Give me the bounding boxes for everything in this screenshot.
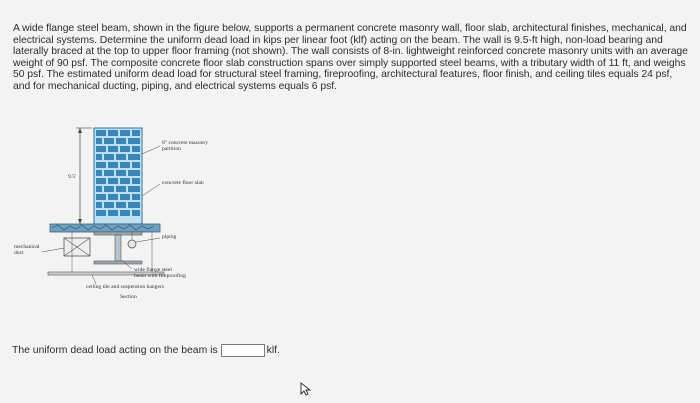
label-ceiling-tile: ceiling tile and suspension hangers: [86, 284, 164, 290]
problem-statement: A wide flange steel beam, shown in the figure below, supports a permanent concrete masonry wall, floor slab, architectural finishes, mechanical, and electrical systems. Determine the uniform dead load in kips per linear foot (klf) acting on the beam. The wall is 9.5-ft high, non-load bearing and laterally braced at the top to upper floor framing (not shown). The wall consists of 8-in. lightweight reinforced concrete masonry units with an average weight of 90 psf. The composite concrete floor slab construction spans over simply supported steel beams, with a tributary width of 11 ft, and weighs 50 psf. The estimated uniform dead load for structural steel framing, fireproofing, architectural features, floor finish, and ceiling tiles equals 24 psf, and for mechanical ducting, piping, and electrical systems equals 6 psf.: [13, 23, 688, 92]
label-steel-beam: wide flange steel beam with fireproofing: [134, 267, 186, 280]
label-masonry-partition: 8" concrete masonry partition: [162, 140, 209, 153]
label-mechanical-duct: mechanical duct: [14, 244, 40, 257]
label-section: Section: [120, 294, 137, 300]
beam-web: [115, 235, 121, 261]
mouse-cursor-icon: [300, 382, 312, 396]
beam-bottom-flange: [94, 261, 142, 264]
label-piping: piping: [162, 234, 177, 240]
label-floor-slab: concrete floor slab: [162, 180, 204, 186]
beam-top-flange: [94, 232, 142, 235]
answer-input[interactable]: [221, 344, 265, 357]
label-wall-height: 9.5': [68, 174, 77, 180]
answer-prompt: The uniform dead load acting on the beam is: [12, 344, 218, 356]
answer-row: [12, 343, 280, 357]
answer-unit: klf.: [266, 344, 280, 356]
beam-section-figure: [12, 126, 302, 316]
pipe: [128, 240, 136, 248]
